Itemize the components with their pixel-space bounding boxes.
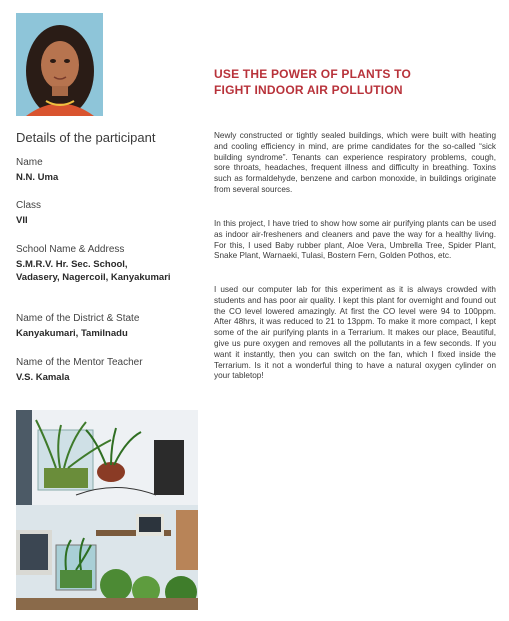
class-label: Class xyxy=(16,200,42,211)
mentor-value: V.S. Kamala xyxy=(16,372,70,383)
district-label: Name of the District & State xyxy=(16,313,140,324)
district-value: Kanyakumari, Tamilnadu xyxy=(16,328,128,339)
name-value: N.N. Uma xyxy=(16,172,59,183)
details-heading: Details of the participant xyxy=(16,130,156,145)
paragraph-2: In this project, I have tried to show how some air purifying plants can be used as indoor air-fresheners and cleaners and pave the way for a healthy living. For this, I used Baby rubber plant, Aloe Vera, Umbrella Tree, Spider Plant, Snake Plant, Warnaeki, Tulasi, Bostern Fern, Golden Pothos, etc. xyxy=(214,219,496,261)
title-line-2: FIGHT INDOOR AIR POLLUTION xyxy=(214,83,403,97)
class-value: VII xyxy=(16,215,28,226)
participant-photo xyxy=(16,13,103,116)
article-title xyxy=(214,66,474,98)
paragraph-1: Newly constructed or tightly sealed buildings, which were built with heating and cooling efficiency in mind, are prime candidates for the so-called “sick building syndrome”. Tenants can experience respiratory problems, cough, sore throats, headaches, frequent illness and difficulty in breathing. Toxins such as formaldehyde, benzene and carbon monoxide, in buildings originate from several sources. xyxy=(214,131,496,194)
paragraph-3: I used our computer lab for this experiment as it is always crowded with students and has poor air quality. I kept this plant for overnight and found out the CO level lowered amazingly. At first the CO level were 94 to 100ppm. After 48hrs, it was reduced to 21 to 13ppm. To make it more compact, I kept some of the air purifying plants in a Terrarium. It makes our place, Beautiful, give us pure oxygen and removes all the pollutants in a few seconds. If you want it instantly, then you can switch on the fan, which I fixed inside the Terrarium. Is it not a wonderful thing to have a natural oxygen cylinder on your tabletop! xyxy=(214,285,496,381)
school-label: School Name & Address xyxy=(16,244,125,255)
name-label: Name xyxy=(16,157,43,168)
experiment-photo xyxy=(16,410,198,610)
mentor-label: Name of the Mentor Teacher xyxy=(16,357,143,368)
school-value-line-1: S.M.R.V. Hr. Sec. School, xyxy=(16,259,128,270)
title-line-1: USE THE POWER OF PLANTS TO xyxy=(214,67,411,81)
school-value-line-2: Vadasery, Nagercoil, Kanyakumari xyxy=(16,272,171,283)
